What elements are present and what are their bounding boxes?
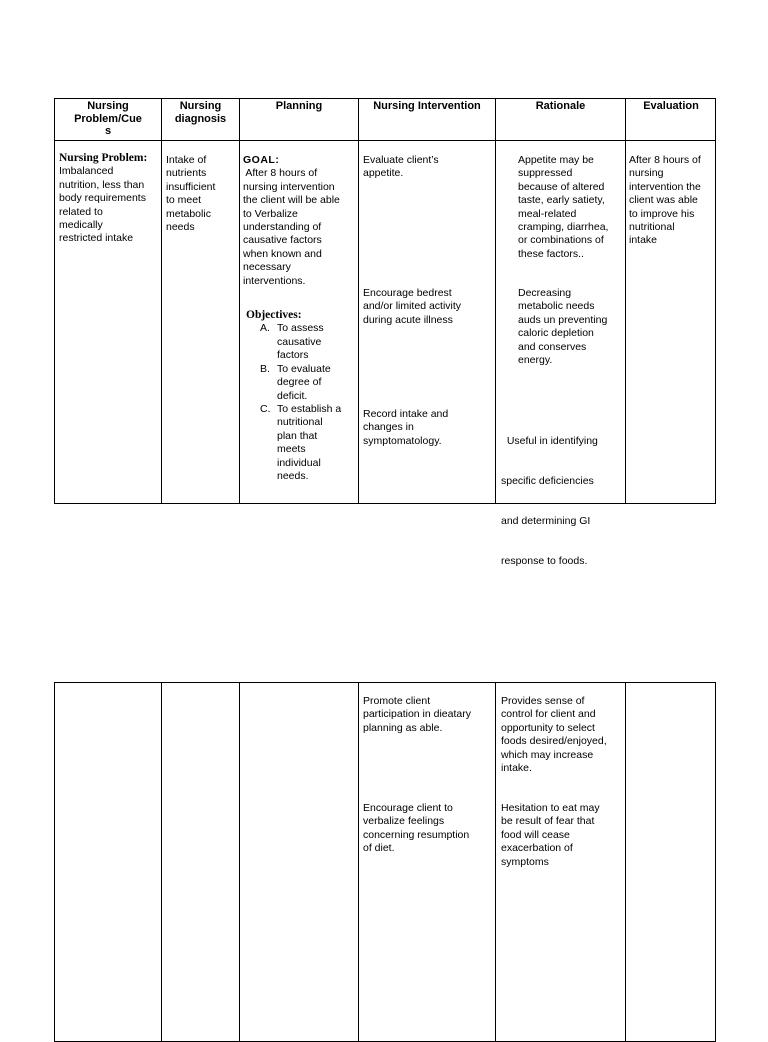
header-problem-line: Nursing (87, 100, 129, 112)
column-divider (495, 99, 496, 503)
diagnosis-line: metabolic (166, 207, 211, 220)
intervention-line: Promote client (363, 695, 431, 707)
goal-line: After 8 hours of (243, 167, 318, 180)
evaluation-line: intervention the (629, 180, 701, 193)
objective-line: meets (277, 443, 306, 456)
header-diagnosis-line: Nursing (179, 100, 222, 112)
rationale-line: auds un preventing (518, 313, 608, 326)
objective-marker: C. (260, 402, 271, 415)
objective-item (260, 322, 357, 362)
evaluation-line: nutritional (629, 221, 675, 234)
goal-line: nursing intervention (243, 180, 335, 193)
objective-line: plan that (277, 429, 318, 442)
goal-line: to Verbalize (243, 207, 298, 220)
intervention-line: during acute illness (363, 313, 453, 326)
rationale-line: taste, early satiety, (518, 194, 605, 207)
column-divider (495, 683, 496, 1041)
intervention-line: participation in dieatary (363, 708, 471, 721)
rationale-line: Appetite may be (518, 154, 594, 166)
intervention-block-5 (363, 802, 495, 856)
problem-label: Nursing Problem: (59, 152, 148, 164)
intervention-line: Encourage client to (363, 802, 453, 814)
header-intervention: Nursing Intervention (373, 100, 481, 112)
objective-line: To establish a (277, 402, 342, 415)
intervention-line: Encourage bedrest (363, 287, 452, 299)
objective-item (260, 402, 357, 483)
rationale-line: symptoms (501, 855, 549, 868)
problem-line: body requirements (59, 192, 146, 205)
rationale-line: specific deficiencies (501, 475, 594, 488)
diagnosis-line: to meet (166, 194, 202, 207)
goal-line: interventions. (243, 274, 306, 287)
rationale-line: energy. (518, 354, 553, 367)
rationale-line: Useful in identifying (501, 434, 598, 447)
header-problem-line: Problem/Cue (74, 112, 142, 125)
objective-line: deficit. (277, 389, 308, 402)
intervention-line: verbalize feelings (363, 815, 445, 828)
column-divider (161, 99, 162, 503)
rationale-line: Provides sense of (501, 695, 585, 707)
rationale-block-2 (518, 287, 624, 367)
header-diagnosis-line: diagnosis (174, 112, 227, 125)
care-plan-table-1 (54, 98, 716, 568)
header-planning: Planning (275, 100, 323, 112)
diagnosis-line: Intake of (166, 154, 207, 166)
header-problem-cues (55, 100, 161, 138)
intervention-line: concerning resumption (363, 828, 470, 841)
rationale-block-4 (501, 695, 625, 775)
rationale-line: cramping, diarrhea, (518, 221, 609, 234)
evaluation-line: nursing (629, 167, 664, 180)
intervention-line: planning as able. (363, 721, 443, 734)
evaluation-cell (629, 154, 717, 248)
objective-marker: A. (260, 322, 270, 335)
problem-line: restricted intake (59, 232, 134, 245)
problem-line: medically (59, 219, 103, 232)
problem-cell (59, 152, 161, 246)
goal-label: GOAL: (243, 154, 280, 166)
problem-line: nutrition, less than (59, 178, 145, 191)
objective-line: needs. (277, 469, 309, 482)
objective-item (260, 362, 357, 403)
rationale-line: Hesitation to eat may (501, 802, 600, 814)
rationale-line: Decreasing (518, 287, 572, 299)
diagnosis-cell (166, 154, 238, 234)
column-divider (625, 99, 626, 503)
objective-line: degree of (277, 376, 322, 389)
intervention-line: of diet. (363, 842, 395, 855)
care-plan-table-2 (54, 682, 716, 1042)
column-divider (161, 683, 162, 1041)
intervention-line: symptomatology. (363, 434, 442, 447)
diagnosis-line: needs (166, 221, 195, 234)
rationale-line: metabolic needs (518, 300, 595, 313)
intervention-line: Record intake and (363, 408, 449, 420)
rationale-line: foods desired/enjoyed, (501, 735, 607, 748)
rationale-line: or combinations of (518, 234, 604, 247)
objective-marker: B. (260, 362, 270, 375)
header-problem-line: s (104, 125, 112, 137)
objective-line: individual (277, 456, 321, 469)
rationale-line: suppressed (518, 167, 573, 180)
rationale-line: control for client and (501, 708, 596, 721)
evaluation-line: intake (629, 234, 658, 247)
objective-line: factors (277, 349, 309, 362)
intervention-line: changes in (363, 421, 414, 434)
intervention-line: appetite. (363, 167, 404, 180)
header-diagnosis (162, 100, 239, 125)
intervention-block-4 (363, 695, 495, 735)
problem-line: Imbalanced (59, 165, 114, 178)
rationale-block-5 (501, 802, 625, 869)
goal-line: the client will be able (243, 194, 340, 207)
goal-line: when known and (243, 247, 322, 260)
objectives-label: Objectives: (246, 309, 302, 322)
objective-line: To evaluate (277, 362, 331, 375)
rationale-line: exacerbation of (501, 842, 573, 855)
rationale-line: and conserves (518, 340, 587, 353)
objective-line: nutritional (277, 416, 323, 429)
objective-line: causative (277, 335, 322, 348)
rationale-line: intake. (501, 762, 532, 775)
rationale-line: meal-related (518, 207, 577, 220)
intervention-block-2 (363, 287, 493, 327)
evaluation-line: After 8 hours of (629, 154, 701, 166)
goal-line: understanding of (243, 221, 322, 234)
intervention-block-1 (363, 154, 493, 181)
column-divider (358, 99, 359, 503)
objectives-list (243, 322, 357, 483)
goal-line: causative factors (243, 234, 322, 247)
rationale-line: be result of fear that (501, 815, 595, 828)
column-divider (239, 99, 240, 503)
goal-line: necessary (243, 261, 291, 274)
intervention-block-3 (363, 408, 493, 448)
evaluation-line: client was able (629, 194, 698, 207)
rationale-line: response to foods. (501, 555, 588, 568)
objective-line: To assess (277, 322, 324, 335)
diagnosis-line: nutrients (166, 167, 207, 180)
rationale-line: food will cease (501, 828, 570, 841)
column-divider (358, 683, 359, 1041)
evaluation-line: to improve his (629, 207, 695, 220)
column-divider (625, 683, 626, 1041)
planning-cell (243, 154, 357, 483)
header-evaluation: Evaluation (643, 100, 699, 112)
rationale-block-1 (518, 154, 624, 261)
header-rationale: Rationale (535, 100, 586, 112)
rationale-line: and determining GI (501, 515, 591, 528)
column-divider (239, 683, 240, 1041)
diagnosis-line: insufficient (166, 180, 216, 193)
rationale-line: because of altered (518, 180, 605, 193)
rationale-line: opportunity to select (501, 721, 595, 734)
problem-line: related to (59, 205, 103, 218)
intervention-line: and/or limited activity (363, 300, 462, 313)
rationale-line: these factors.. (518, 247, 584, 260)
rationale-line: caloric depletion (518, 327, 594, 340)
rationale-line: which may increase (501, 748, 594, 761)
rationale-block-3 (501, 408, 625, 596)
intervention-line: Evaluate client’s (363, 154, 439, 166)
header-divider (55, 140, 715, 141)
